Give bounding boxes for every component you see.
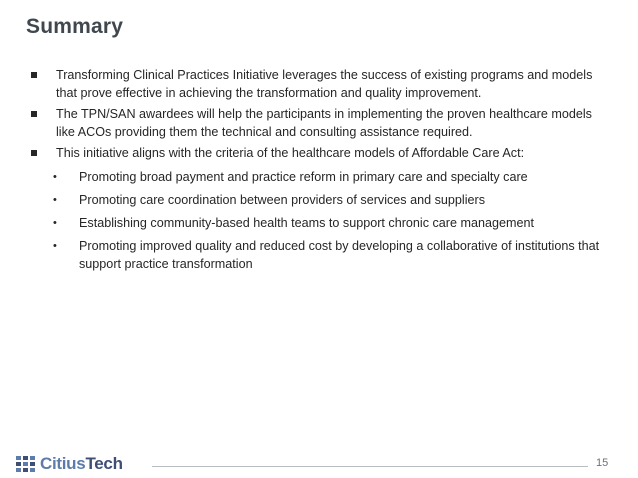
bullet-text: This initiative aligns with the criteria of the healthcare models of Affordable Care Act: (56, 146, 525, 160)
dot-bullet-icon: • (53, 171, 57, 183)
sub-bullet-item (30, 214, 610, 232)
bullet-item (30, 144, 610, 162)
square-bullet-icon (31, 111, 37, 117)
bullet-item (30, 66, 610, 102)
logo-text: CitiusTech (40, 454, 123, 473)
bullet-text: The TPN/SAN awardees will help the participants in implementing the proven healthcare models like ACOs providing them the technical and consulting assistance required. (56, 107, 592, 139)
square-bullet-icon (31, 150, 37, 156)
sub-bullet-text: Establishing community-based health teams to support chronic care management (79, 216, 535, 230)
bullet-list (30, 66, 610, 278)
page-number: 15 (596, 457, 609, 469)
square-bullet-icon (31, 72, 37, 78)
sub-bullet-text: Promoting broad payment and practice reform in primary care and specialty care (79, 170, 528, 184)
bullet-text: Transforming Clinical Practices Initiative leverages the success of existing programs and models that prove effective in achieving the transformation and quality improvement. (56, 68, 593, 100)
sub-bullet-text: Promoting improved quality and reduced cost by developing a collaborative of institutions that support practice transformation (79, 239, 600, 271)
logo-grid-icon (16, 456, 36, 472)
slide-title: Summary (26, 15, 124, 38)
sub-bullet-text: Promoting care coordination between providers of services and suppliers (79, 193, 486, 207)
dot-bullet-icon: • (53, 217, 57, 229)
company-logo (16, 454, 123, 474)
dot-bullet-icon: • (53, 194, 57, 206)
sub-bullet-item (30, 191, 610, 209)
bullet-item (30, 105, 610, 141)
dot-bullet-icon: • (53, 240, 57, 252)
sub-bullet-item (30, 237, 610, 273)
sub-bullet-item (30, 168, 610, 186)
footer-divider (152, 466, 588, 467)
